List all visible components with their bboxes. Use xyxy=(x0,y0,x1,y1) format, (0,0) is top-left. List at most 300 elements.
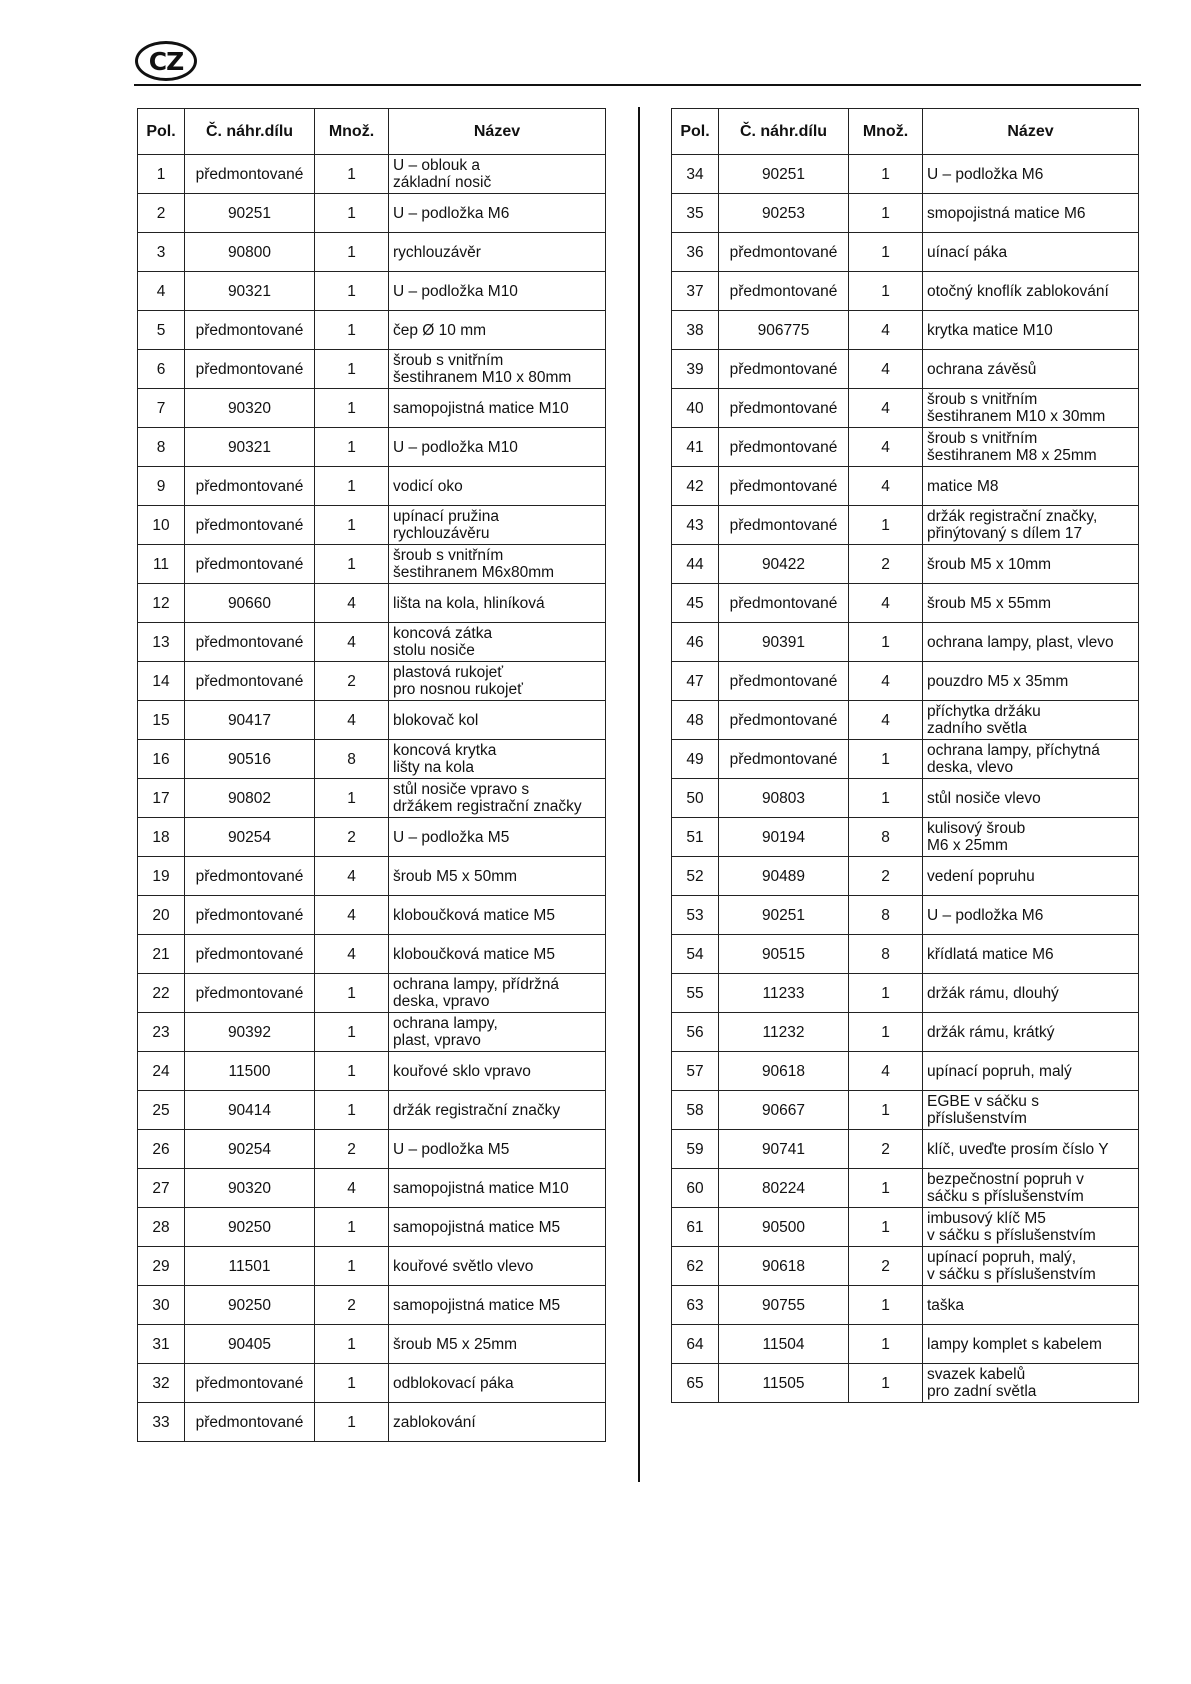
cell-pos: 1 xyxy=(138,155,185,194)
table-row xyxy=(138,974,606,1013)
cell-pos: 24 xyxy=(138,1052,185,1091)
cell-part-number: předmontované xyxy=(185,155,315,194)
cell-name: šroub M5 x 50mm xyxy=(389,857,606,896)
table-row xyxy=(138,194,606,233)
cell-pos: 65 xyxy=(672,1364,719,1403)
table-row xyxy=(672,428,1139,467)
cell-quantity: 1 xyxy=(315,194,389,233)
cell-pos: 56 xyxy=(672,1013,719,1052)
cell-quantity: 1 xyxy=(315,779,389,818)
cell-name: U – podložka M6 xyxy=(923,896,1139,935)
cell-quantity: 2 xyxy=(315,1130,389,1169)
cell-part-number: 90489 xyxy=(719,857,849,896)
table-row xyxy=(672,1013,1139,1052)
cell-name: vedení popruhu xyxy=(923,857,1139,896)
cell-name: U – podložka M10 xyxy=(389,428,606,467)
cell-name: ochrana lampy, plast, vlevo xyxy=(923,623,1139,662)
cell-pos: 37 xyxy=(672,272,719,311)
table-row xyxy=(138,662,606,701)
cell-name: kloboučková matice M5 xyxy=(389,935,606,974)
cell-part-number: předmontované xyxy=(719,662,849,701)
cell-part-number: 90618 xyxy=(719,1247,849,1286)
cell-name: U – podložka M6 xyxy=(923,155,1139,194)
cell-quantity: 4 xyxy=(849,1052,923,1091)
table-row xyxy=(138,1364,606,1403)
cell-name: upínací popruh, malý xyxy=(923,1052,1139,1091)
table-row xyxy=(672,467,1139,506)
table-row xyxy=(138,428,606,467)
cell-quantity: 4 xyxy=(315,1169,389,1208)
cell-name: koncová zátka stolu nosiče xyxy=(389,623,606,662)
cell-pos: 54 xyxy=(672,935,719,974)
table-row xyxy=(672,155,1139,194)
cell-part-number: předmontované xyxy=(185,506,315,545)
cell-name: šroub s vnitřním šestihranem M10 x 80mm xyxy=(389,350,606,389)
cell-pos: 57 xyxy=(672,1052,719,1091)
table-row xyxy=(138,272,606,311)
cell-name: ochrana lampy, plast, vpravo xyxy=(389,1013,606,1052)
cell-part-number: předmontované xyxy=(185,350,315,389)
cell-pos: 5 xyxy=(138,311,185,350)
cell-part-number: 90320 xyxy=(185,1169,315,1208)
cell-name: ochrana lampy, příchytná deska, vlevo xyxy=(923,740,1139,779)
cell-quantity: 1 xyxy=(849,974,923,1013)
table-row xyxy=(672,701,1139,740)
cell-pos: 60 xyxy=(672,1169,719,1208)
cell-quantity: 4 xyxy=(849,389,923,428)
cell-name: šroub M5 x 25mm xyxy=(389,1325,606,1364)
cell-pos: 11 xyxy=(138,545,185,584)
table-row xyxy=(138,506,606,545)
cell-pos: 18 xyxy=(138,818,185,857)
cell-name: šroub s vnitřním šestihranem M6x80mm xyxy=(389,545,606,584)
table-row xyxy=(138,584,606,623)
header-name: Název xyxy=(923,109,1139,155)
cell-quantity: 1 xyxy=(315,272,389,311)
table-row xyxy=(672,1208,1139,1247)
table-row xyxy=(672,896,1139,935)
cell-pos: 40 xyxy=(672,389,719,428)
cell-quantity: 4 xyxy=(315,935,389,974)
cell-pos: 8 xyxy=(138,428,185,467)
table-row xyxy=(672,935,1139,974)
cell-part-number: předmontované xyxy=(185,857,315,896)
cell-pos: 22 xyxy=(138,974,185,1013)
cell-part-number: předmontované xyxy=(719,740,849,779)
table-row xyxy=(138,389,606,428)
cell-part-number: předmontované xyxy=(185,935,315,974)
header-name: Název xyxy=(389,109,606,155)
cell-pos: 6 xyxy=(138,350,185,389)
cell-part-number: 11504 xyxy=(719,1325,849,1364)
table-row xyxy=(672,506,1139,545)
cell-pos: 64 xyxy=(672,1325,719,1364)
table-row xyxy=(138,1403,606,1442)
table-row xyxy=(138,896,606,935)
cell-name: otočný knoflík zablokování xyxy=(923,272,1139,311)
table-row xyxy=(138,1208,606,1247)
cell-pos: 28 xyxy=(138,1208,185,1247)
cell-name: EGBE v sáčku s příslušenstvím xyxy=(923,1091,1139,1130)
table-row xyxy=(672,740,1139,779)
cell-pos: 43 xyxy=(672,506,719,545)
table-row xyxy=(138,1325,606,1364)
cell-quantity: 8 xyxy=(849,935,923,974)
cell-part-number: předmontované xyxy=(185,311,315,350)
cell-part-number: 906775 xyxy=(719,311,849,350)
cell-part-number: předmontované xyxy=(719,233,849,272)
cell-part-number: předmontované xyxy=(185,974,315,1013)
cell-quantity: 1 xyxy=(315,467,389,506)
table-row xyxy=(672,1364,1139,1403)
cell-part-number: předmontované xyxy=(719,467,849,506)
table-row xyxy=(672,272,1139,311)
cell-pos: 12 xyxy=(138,584,185,623)
table-row xyxy=(138,1247,606,1286)
cell-name: uínací páka xyxy=(923,233,1139,272)
parts-table-left xyxy=(137,108,606,1442)
table-header-row xyxy=(672,109,1139,155)
cell-quantity: 4 xyxy=(315,701,389,740)
cell-name: upínací pružina rychlouzávěru xyxy=(389,506,606,545)
cell-name: ochrana lampy, přídržná deska, vpravo xyxy=(389,974,606,1013)
cell-name: samopojistná matice M10 xyxy=(389,389,606,428)
table-row xyxy=(672,818,1139,857)
cell-quantity: 1 xyxy=(315,1208,389,1247)
cell-part-number: předmontované xyxy=(719,272,849,311)
cell-part-number: 90618 xyxy=(719,1052,849,1091)
cell-pos: 30 xyxy=(138,1286,185,1325)
cell-part-number: 90392 xyxy=(185,1013,315,1052)
cell-name: krytka matice M10 xyxy=(923,311,1139,350)
cell-part-number: předmontované xyxy=(185,896,315,935)
cell-quantity: 8 xyxy=(849,818,923,857)
cell-quantity: 1 xyxy=(849,155,923,194)
cell-quantity: 1 xyxy=(849,623,923,662)
cell-name: kloboučková matice M5 xyxy=(389,896,606,935)
cell-pos: 33 xyxy=(138,1403,185,1442)
table-row xyxy=(672,584,1139,623)
header-part-number: Č. náhr.dílu xyxy=(719,109,849,155)
cell-part-number: předmontované xyxy=(719,350,849,389)
cell-quantity: 4 xyxy=(849,701,923,740)
header-quantity: Množ. xyxy=(315,109,389,155)
cell-part-number: 90194 xyxy=(719,818,849,857)
cell-pos: 9 xyxy=(138,467,185,506)
cell-part-number: 11500 xyxy=(185,1052,315,1091)
cell-name: stůl nosiče vpravo s držákem registrační značky xyxy=(389,779,606,818)
cell-name: rychlouzávěr xyxy=(389,233,606,272)
cell-quantity: 4 xyxy=(849,350,923,389)
cell-part-number: 90803 xyxy=(719,779,849,818)
cell-quantity: 1 xyxy=(849,1364,923,1403)
cell-part-number: předmontované xyxy=(185,1403,315,1442)
cell-quantity: 1 xyxy=(849,1169,923,1208)
cell-name: držák rámu, dlouhý xyxy=(923,974,1139,1013)
cell-quantity: 1 xyxy=(849,1208,923,1247)
header-quantity: Množ. xyxy=(849,109,923,155)
cell-name: kulisový šroub M6 x 25mm xyxy=(923,818,1139,857)
cell-quantity: 4 xyxy=(315,584,389,623)
table-row xyxy=(138,350,606,389)
table-row xyxy=(672,1091,1139,1130)
cell-quantity: 1 xyxy=(315,506,389,545)
cell-pos: 15 xyxy=(138,701,185,740)
parts-table-right xyxy=(671,108,1139,1403)
cell-pos: 59 xyxy=(672,1130,719,1169)
cell-pos: 4 xyxy=(138,272,185,311)
table-row xyxy=(672,389,1139,428)
cell-pos: 39 xyxy=(672,350,719,389)
cell-part-number: 90802 xyxy=(185,779,315,818)
cell-quantity: 1 xyxy=(849,272,923,311)
cell-quantity: 4 xyxy=(315,623,389,662)
table-row xyxy=(138,155,606,194)
cell-pos: 61 xyxy=(672,1208,719,1247)
cell-quantity: 8 xyxy=(849,896,923,935)
table-row xyxy=(672,350,1139,389)
cell-pos: 7 xyxy=(138,389,185,428)
table-row xyxy=(672,779,1139,818)
cell-name: U – podložka M5 xyxy=(389,818,606,857)
table-row xyxy=(672,662,1139,701)
table-row xyxy=(138,233,606,272)
cell-part-number: 90391 xyxy=(719,623,849,662)
cell-quantity: 2 xyxy=(849,1130,923,1169)
table-row xyxy=(138,623,606,662)
cell-name: vodicí oko xyxy=(389,467,606,506)
cell-quantity: 1 xyxy=(849,506,923,545)
cell-name: čep Ø 10 mm xyxy=(389,311,606,350)
cell-quantity: 1 xyxy=(849,779,923,818)
cell-pos: 16 xyxy=(138,740,185,779)
cell-part-number: 90755 xyxy=(719,1286,849,1325)
cell-quantity: 1 xyxy=(315,1403,389,1442)
cell-pos: 62 xyxy=(672,1247,719,1286)
cell-part-number: 90251 xyxy=(719,155,849,194)
table-row xyxy=(138,467,606,506)
cell-part-number: 90667 xyxy=(719,1091,849,1130)
cell-name: smopojistná matice M6 xyxy=(923,194,1139,233)
cell-pos: 27 xyxy=(138,1169,185,1208)
cell-part-number: předmontované xyxy=(185,1364,315,1403)
cell-part-number: předmontované xyxy=(719,584,849,623)
cell-part-number: předmontované xyxy=(185,662,315,701)
cell-part-number: 90254 xyxy=(185,818,315,857)
cell-pos: 45 xyxy=(672,584,719,623)
cell-quantity: 4 xyxy=(849,584,923,623)
cell-part-number: 90516 xyxy=(185,740,315,779)
table-row xyxy=(138,311,606,350)
cell-pos: 23 xyxy=(138,1013,185,1052)
cell-part-number: předmontované xyxy=(185,467,315,506)
cell-part-number: předmontované xyxy=(719,428,849,467)
cell-name: stůl nosiče vlevo xyxy=(923,779,1139,818)
cell-pos: 55 xyxy=(672,974,719,1013)
cell-part-number: 90414 xyxy=(185,1091,315,1130)
cell-pos: 48 xyxy=(672,701,719,740)
cell-name: kouřové světlo vlevo xyxy=(389,1247,606,1286)
table-row xyxy=(138,1091,606,1130)
table-row xyxy=(138,740,606,779)
cell-name: imbusový klíč M5 v sáčku s příslušenstvím xyxy=(923,1208,1139,1247)
column-divider xyxy=(638,107,640,1482)
cell-name: svazek kabelů pro zadní světla xyxy=(923,1364,1139,1403)
cell-quantity: 8 xyxy=(315,740,389,779)
cell-pos: 44 xyxy=(672,545,719,584)
cell-quantity: 1 xyxy=(315,389,389,428)
cell-pos: 63 xyxy=(672,1286,719,1325)
cell-quantity: 1 xyxy=(315,1013,389,1052)
table-row xyxy=(672,974,1139,1013)
cell-pos: 35 xyxy=(672,194,719,233)
cell-part-number: 11501 xyxy=(185,1247,315,1286)
cell-pos: 14 xyxy=(138,662,185,701)
cell-pos: 42 xyxy=(672,467,719,506)
table-row xyxy=(138,1169,606,1208)
language-badge: CZ xyxy=(135,41,197,81)
cell-name: plastová rukojeť pro nosnou rukojeť xyxy=(389,662,606,701)
table-row xyxy=(672,1286,1139,1325)
cell-name: U – podložka M6 xyxy=(389,194,606,233)
cell-part-number: 90405 xyxy=(185,1325,315,1364)
cell-name: držák rámu, krátký xyxy=(923,1013,1139,1052)
cell-part-number: 11505 xyxy=(719,1364,849,1403)
cell-name: šroub M5 x 10mm xyxy=(923,545,1139,584)
table-row xyxy=(672,1169,1139,1208)
cell-name: kouřové sklo vpravo xyxy=(389,1052,606,1091)
table-row xyxy=(672,623,1139,662)
cell-quantity: 1 xyxy=(315,155,389,194)
cell-quantity: 1 xyxy=(315,428,389,467)
header-pos: Pol. xyxy=(672,109,719,155)
cell-quantity: 1 xyxy=(315,1052,389,1091)
table-row xyxy=(672,311,1139,350)
cell-name: držák registrační značky, přinýtovaný s dílem 17 xyxy=(923,506,1139,545)
cell-quantity: 4 xyxy=(849,311,923,350)
cell-quantity: 2 xyxy=(315,662,389,701)
cell-part-number: 90321 xyxy=(185,428,315,467)
cell-part-number: předmontované xyxy=(719,701,849,740)
cell-quantity: 4 xyxy=(849,662,923,701)
cell-quantity: 1 xyxy=(315,974,389,1013)
cell-part-number: 90254 xyxy=(185,1130,315,1169)
cell-part-number: 11232 xyxy=(719,1013,849,1052)
cell-quantity: 4 xyxy=(315,896,389,935)
table-row xyxy=(672,1052,1139,1091)
cell-part-number: 90800 xyxy=(185,233,315,272)
cell-pos: 53 xyxy=(672,896,719,935)
cell-pos: 52 xyxy=(672,857,719,896)
cell-pos: 25 xyxy=(138,1091,185,1130)
cell-name: šroub M5 x 55mm xyxy=(923,584,1139,623)
cell-quantity: 1 xyxy=(849,233,923,272)
cell-part-number: 90500 xyxy=(719,1208,849,1247)
cell-name: lampy komplet s kabelem xyxy=(923,1325,1139,1364)
cell-pos: 58 xyxy=(672,1091,719,1130)
cell-name: U – podložka M5 xyxy=(389,1130,606,1169)
cell-pos: 46 xyxy=(672,623,719,662)
cell-part-number: 90251 xyxy=(719,896,849,935)
cell-name: upínací popruh, malý, v sáčku s příslušenstvím xyxy=(923,1247,1139,1286)
cell-part-number: předmontované xyxy=(185,623,315,662)
cell-part-number: 90417 xyxy=(185,701,315,740)
cell-quantity: 1 xyxy=(315,545,389,584)
table-row xyxy=(138,779,606,818)
cell-quantity: 1 xyxy=(849,1286,923,1325)
cell-name: taška xyxy=(923,1286,1139,1325)
cell-name: příchytka držáku zadního světla xyxy=(923,701,1139,740)
cell-quantity: 2 xyxy=(849,857,923,896)
cell-pos: 36 xyxy=(672,233,719,272)
table-header-row xyxy=(138,109,606,155)
cell-pos: 26 xyxy=(138,1130,185,1169)
cell-quantity: 1 xyxy=(315,311,389,350)
cell-part-number: 90515 xyxy=(719,935,849,974)
cell-pos: 3 xyxy=(138,233,185,272)
cell-name: odblokovací páka xyxy=(389,1364,606,1403)
cell-name: klíč, uveďte prosím číslo Y xyxy=(923,1130,1139,1169)
cell-part-number: 90321 xyxy=(185,272,315,311)
cell-quantity: 1 xyxy=(315,350,389,389)
table-row xyxy=(138,857,606,896)
cell-pos: 34 xyxy=(672,155,719,194)
cell-pos: 2 xyxy=(138,194,185,233)
cell-part-number: 90251 xyxy=(185,194,315,233)
cell-pos: 29 xyxy=(138,1247,185,1286)
cell-part-number: 80224 xyxy=(719,1169,849,1208)
cell-quantity: 1 xyxy=(849,1091,923,1130)
table-row xyxy=(138,1052,606,1091)
cell-quantity: 2 xyxy=(849,1247,923,1286)
cell-part-number: předmontované xyxy=(719,506,849,545)
cell-pos: 31 xyxy=(138,1325,185,1364)
cell-name: šroub s vnitřním šestihranem M10 x 30mm xyxy=(923,389,1139,428)
cell-name: U – podložka M10 xyxy=(389,272,606,311)
cell-quantity: 1 xyxy=(315,1091,389,1130)
cell-name: šroub s vnitřním šestihranem M8 x 25mm xyxy=(923,428,1139,467)
cell-pos: 13 xyxy=(138,623,185,662)
table-row xyxy=(138,1286,606,1325)
cell-pos: 49 xyxy=(672,740,719,779)
cell-part-number: předmontované xyxy=(185,545,315,584)
table-row xyxy=(672,1130,1139,1169)
cell-part-number: 11233 xyxy=(719,974,849,1013)
cell-quantity: 4 xyxy=(849,467,923,506)
cell-quantity: 2 xyxy=(849,545,923,584)
cell-quantity: 1 xyxy=(849,1013,923,1052)
table-row xyxy=(672,233,1139,272)
cell-pos: 19 xyxy=(138,857,185,896)
cell-name: samopojistná matice M5 xyxy=(389,1208,606,1247)
table-row xyxy=(672,194,1139,233)
table-row xyxy=(138,1013,606,1052)
cell-name: bezpečnostní popruh v sáčku s příslušenstvím xyxy=(923,1169,1139,1208)
cell-quantity: 1 xyxy=(849,1325,923,1364)
cell-pos: 50 xyxy=(672,779,719,818)
cell-pos: 51 xyxy=(672,818,719,857)
cell-quantity: 1 xyxy=(315,1364,389,1403)
cell-name: blokovač kol xyxy=(389,701,606,740)
cell-name: zablokování xyxy=(389,1403,606,1442)
cell-pos: 21 xyxy=(138,935,185,974)
header-pos: Pol. xyxy=(138,109,185,155)
cell-part-number: 90250 xyxy=(185,1208,315,1247)
table-row xyxy=(672,545,1139,584)
header-part-number: Č. náhr.dílu xyxy=(185,109,315,155)
cell-name: samopojistná matice M5 xyxy=(389,1286,606,1325)
cell-quantity: 1 xyxy=(849,194,923,233)
